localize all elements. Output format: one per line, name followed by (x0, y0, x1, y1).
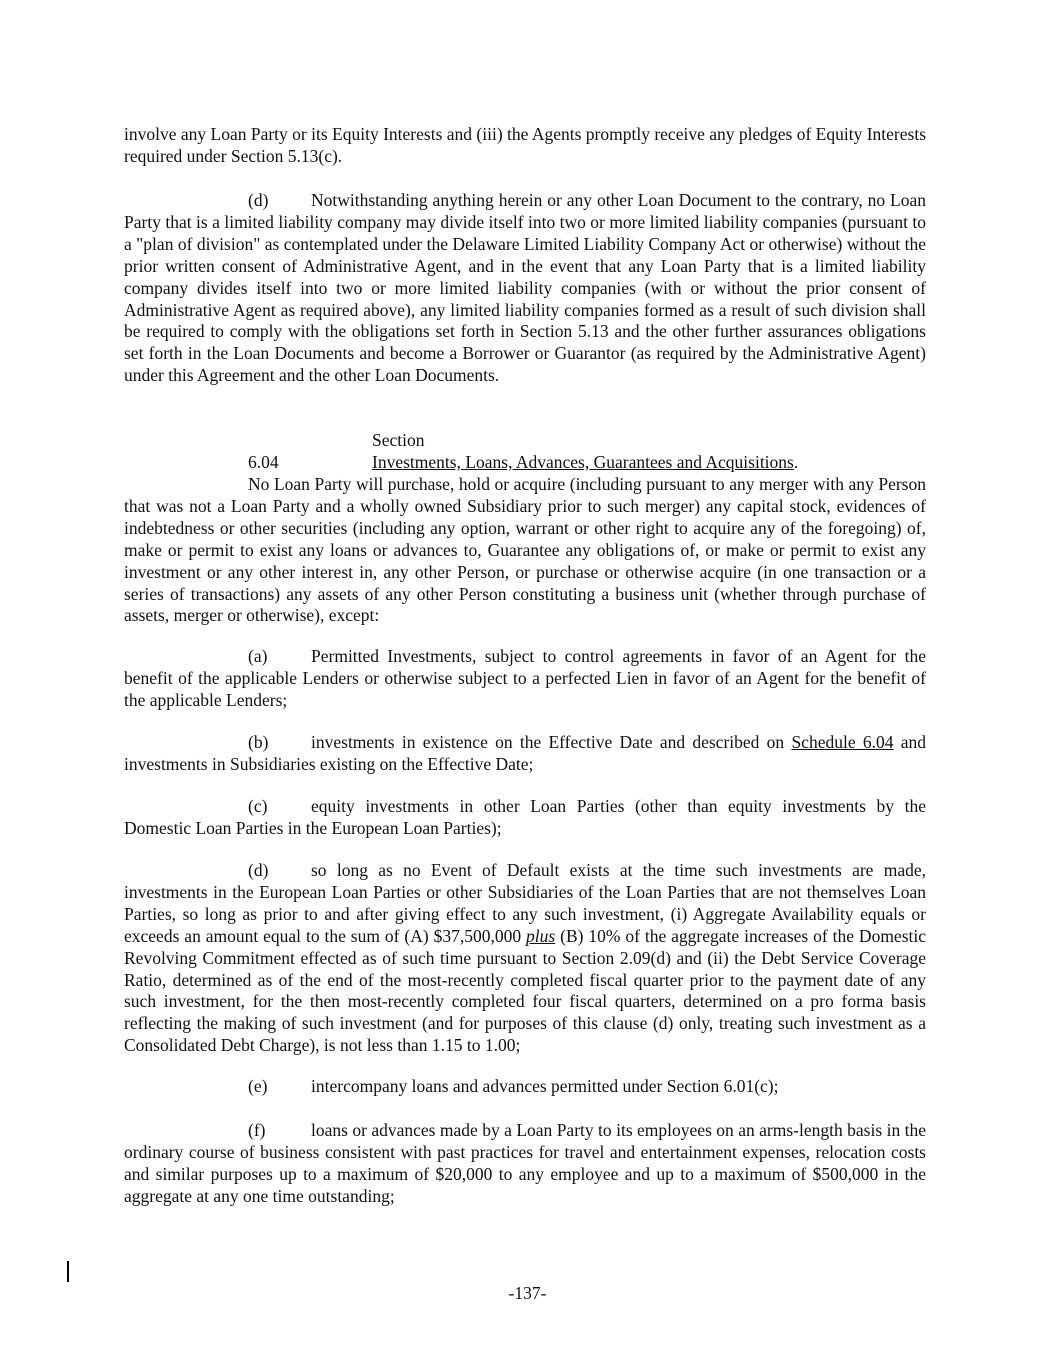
item-b (124, 732, 926, 776)
section-title-end: . (793, 451, 799, 472)
section-number: Section 6.04 (248, 430, 425, 472)
item-e (124, 1076, 926, 1098)
item-label: (b) (248, 732, 269, 752)
schedule-reference: Schedule 6.04 (791, 732, 894, 752)
item-c (124, 796, 926, 840)
item-text: so long as no Event of Default exists at the time such investments are made, investments in the European Loan Parties or other Subsidiaries of the Loan Parties that are not themselves Loan Parties, so long as prior to and after giving effect to any such investment, (i) Aggregate Availability equals or exceeds an amount equal to the sum of (A) $37,500,000 (124, 860, 926, 946)
item-label: (a) (248, 646, 268, 666)
plus-emphasis: plus (526, 925, 556, 946)
item-label: (c) (248, 796, 268, 816)
item-f (124, 1120, 926, 1208)
item-a (124, 646, 926, 712)
item-text: Permitted Investments, subject to control agreements in favor of an Agent for the benefit of the applicable Lenders or otherwise subject to a perfected Lien in favor of an Agent for the benefit of the applicable Lenders; (124, 646, 926, 710)
item-d (124, 860, 926, 1057)
paragraph-text: Notwithstanding anything herein or any other Loan Document to the contrary, no Loan Party that is a limited liability company may divide itself into two or more limited liability companies (pursuant to a "plan of division" as contemplated under the Delaware Limited Liability Company Act or otherwise) without the prior written consent of Administrative Agent, and in the event that any Loan Party that is a limited liability company divides itself into two or more limited liability companies (with or without the prior consent of Administrative Agent as required above), any limited liability companies formed as a result of such division shall be required to comply with the obligations set forth in Section 5.13 and the other further assurances obligations set forth in the Loan Documents and become a Borrower or Guarantor (as required by the Administrative Agent) under this Agreement and the other Loan Documents. (124, 190, 926, 386)
item-label: (f) (248, 1120, 266, 1140)
item-text-cont: and investments in Subsidiaries existing on the Effective Date; (124, 732, 926, 774)
item-text: intercompany loans and advances permitted under Section 6.01(c); (311, 1076, 779, 1096)
section-title: Investments, Loans, Advances, Guarantees and Acquisitions (372, 451, 794, 472)
item-text: equity investments in other Loan Parties (other than equity investments by the Domestic Loan Parties in the European Loan Parties); (124, 796, 926, 838)
paragraph-d-division (124, 190, 926, 387)
section-intro-text: No Loan Party will purchase, hold or acquire (including pursuant to any merger with any Person that was not a Loan Party and a wholly owned Subsidiary prior to such merger) any capital stock, evidences of indebtedness or other securities (including any option, warrant or other right to acquire any of the foregoing) of, make or permit to exist any loans or advances to, Guarantee any obligations of, or make or permit to exist any investment or any other interest in, any other Person, or purchase or otherwise acquire (in one transaction or a series of transactions) any assets of any other Person constituting a business unit (whether through purchase of assets, merger or otherwise), except: (124, 474, 926, 626)
item-label: (d) (248, 860, 269, 880)
intro-text: involve any Loan Party or its Equity Interests and (iii) the Agents promptly receive any pledges of Equity Interests required under Section 5.13(c). (124, 124, 926, 166)
item-text: loans or advances made by a Loan Party to its employees on an arms-length basis in the ordinary course of business consistent with past practices for travel and entertainment expenses, relocation costs and similar purposes up to a maximum of $20,000 to any employee and up to a maximum of $500,000 in the aggregate at any one time outstanding; (124, 1120, 926, 1206)
item-text-cont: (B) 10% of the aggregate increases of the Domestic Revolving Commitment effected as of such time pursuant to Section 2.09(d) and (ii) the Debt Service Coverage Ratio, determined as of the end of the most-recently completed fiscal quarter prior to the payment date of any such investment, for the then most-recently completed four fiscal quarters, determined on a pro forma basis reflecting the making of such investment (and for purposes of this clause (d) only, treating such investment as a Consolidated Debt Charge), is not less than 1.15 to 1.00; (124, 925, 926, 1056)
page-number: -137- (508, 1283, 547, 1303)
item-text: investments in existence on the Effective Date and described on (311, 732, 792, 752)
paragraph-label: (d) (248, 190, 269, 210)
section-heading (124, 430, 926, 474)
item-label: (e) (248, 1076, 268, 1096)
revision-margin-bar (67, 1261, 69, 1282)
section-intro-paragraph (124, 474, 926, 627)
intro-paragraph (124, 124, 926, 168)
